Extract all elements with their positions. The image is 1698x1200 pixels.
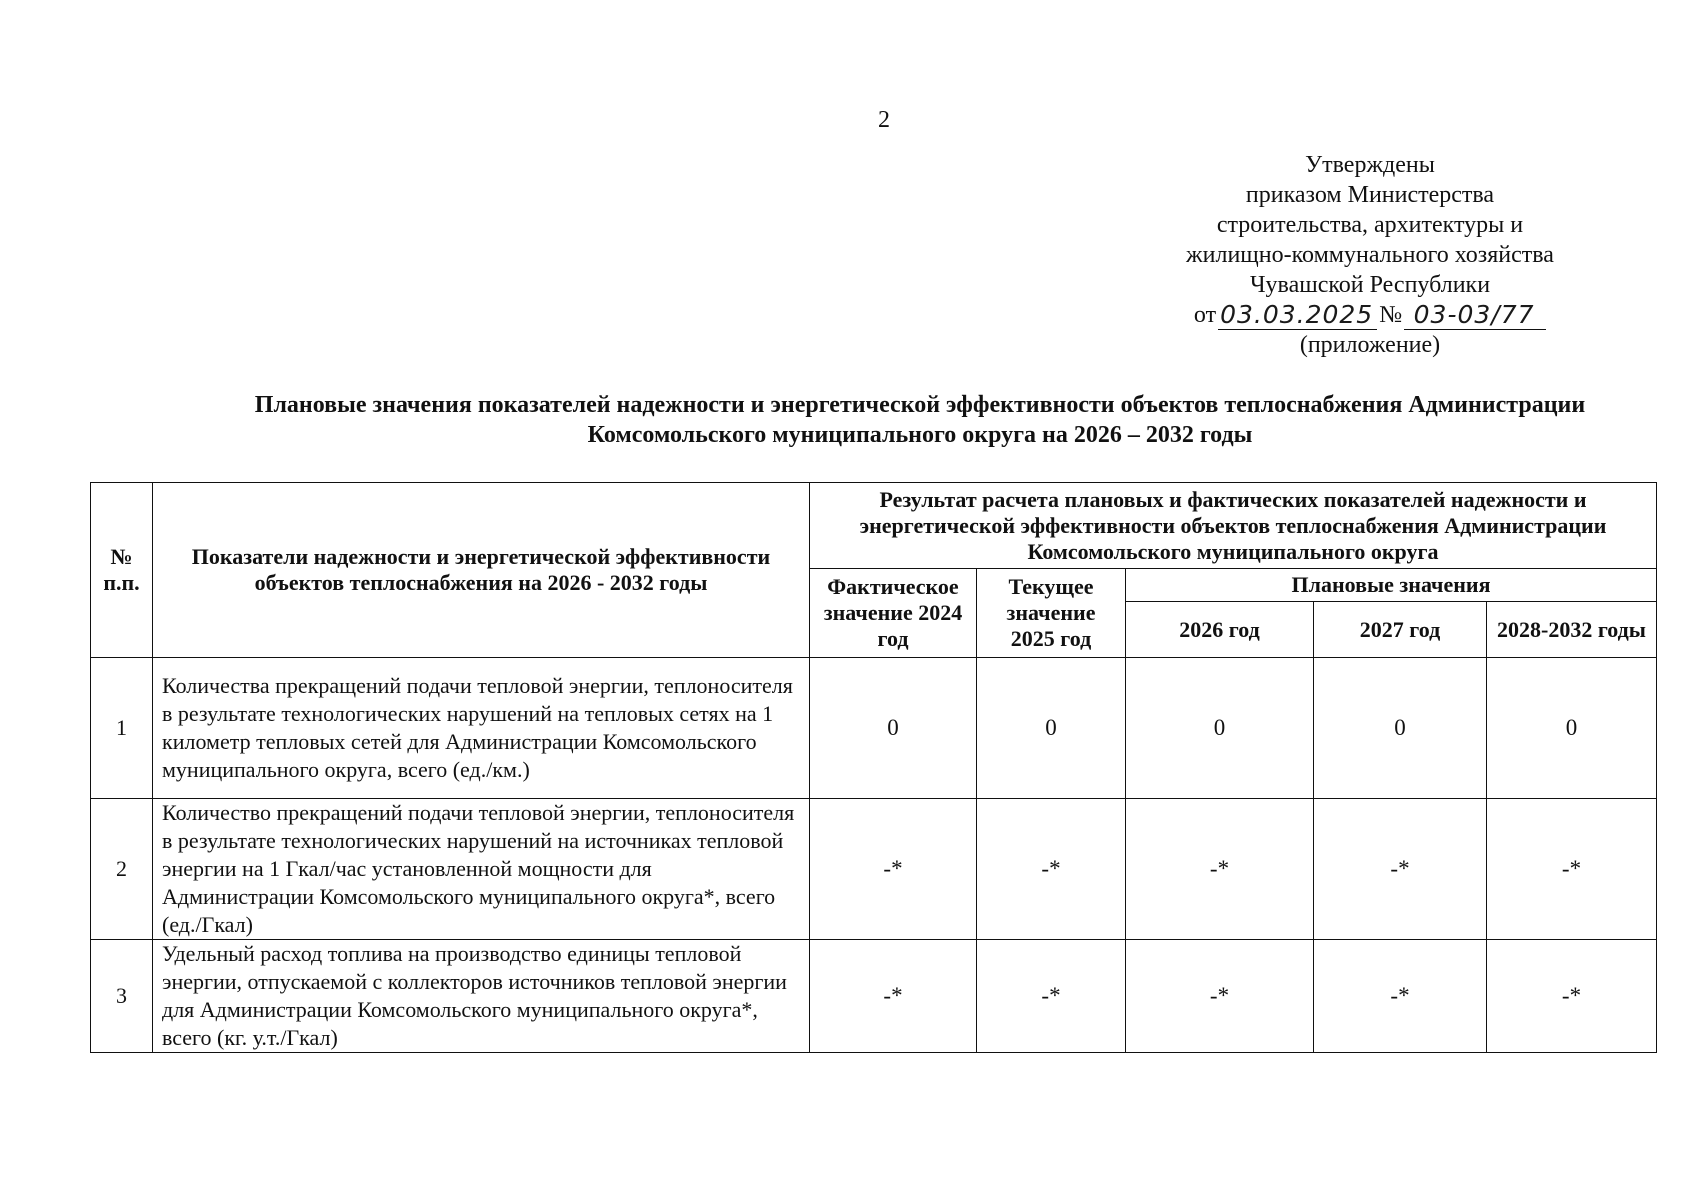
appendix-note: (приложение) — [1299, 332, 1441, 358]
approval-line: жилищно-коммунального хозяйства — [1186, 242, 1554, 268]
number-prefix: № — [1379, 302, 1403, 328]
approval-line: Утверждены — [1305, 152, 1435, 178]
table-row — [91, 940, 1657, 1053]
handwritten-order-number: 03-03/77 — [1404, 301, 1546, 330]
value-actual-2024: 0 — [810, 658, 977, 799]
approval-line: строительства, архитектуры и — [1216, 212, 1524, 238]
value-plan-2027: -* — [1314, 799, 1487, 940]
row-number: 1 — [91, 658, 153, 799]
value-actual-2024: -* — [810, 940, 977, 1053]
header-current-2025: Текущее значение 2025 год — [977, 569, 1126, 658]
table-row — [91, 658, 1657, 799]
header-result-group: Результат расчета плановых и фактических показателей надежности и энергетической эффективности объектов теплоснабжения Администрации Комсомольского муниципального округа — [810, 483, 1657, 569]
order-reference — [1120, 300, 1620, 330]
header-number: № п.п. — [91, 483, 153, 658]
header-2027: 2027 год — [1314, 602, 1487, 658]
header-2026: 2026 год — [1126, 602, 1314, 658]
value-current-2025: -* — [977, 799, 1126, 940]
row-number: 3 — [91, 940, 153, 1053]
header-row — [91, 483, 1657, 569]
indicator-description: Удельный расход топлива на производство единицы тепловой энергии, отпускаемой с коллекторов источников тепловой энергии для Администрации Комсомольского муниципального округа*, всего (кг. у.т./Гкал) — [153, 940, 810, 1053]
approval-line: Чувашской Республики — [1249, 272, 1491, 298]
value-actual-2024: -* — [810, 799, 977, 940]
date-prefix: от — [1193, 302, 1217, 328]
indicator-description: Количество прекращений подачи тепловой энергии, теплоносителя в результате технологических нарушений на источниках тепловой энергии на 1 Гкал/час установленной мощности для Администрации Комсомольского муниципального округа*, всего (ед./Гкал) — [153, 799, 810, 940]
document-title-line-2: Комсомольского муниципального округа на 2026 – 2032 годы — [587, 422, 1253, 448]
value-plan-2026: 0 — [1126, 658, 1314, 799]
indicators-table — [90, 482, 1657, 1053]
value-plan-2026: -* — [1126, 799, 1314, 940]
table-row — [91, 799, 1657, 940]
handwritten-order-date: 03.03.2025 — [1218, 301, 1377, 330]
approval-block — [1120, 150, 1620, 360]
value-plan-2027: -* — [1314, 940, 1487, 1053]
page-number: 2 — [878, 107, 890, 133]
value-plan-2027: 0 — [1314, 658, 1487, 799]
row-number: 2 — [91, 799, 153, 940]
header-2028-2032: 2028-2032 годы — [1487, 602, 1657, 658]
document-title-line-1: Плановые значения показателей надежности и энергетической эффективности объектов теплоснабжения Администрации — [254, 392, 1586, 418]
indicator-description: Количества прекращений подачи тепловой энергии, теплоносителя в результате технологических нарушений на тепловых сетях на 1 километр тепловых сетей для Администрации Комсомольского муниципального округа, всего (ед./км.) — [153, 658, 810, 799]
header-planned-group: Плановые значения — [1126, 569, 1657, 602]
value-plan-2028-2032: 0 — [1487, 658, 1657, 799]
approval-line: приказом Министерства — [1245, 182, 1495, 208]
value-plan-2026: -* — [1126, 940, 1314, 1053]
value-plan-2028-2032: -* — [1487, 799, 1657, 940]
value-current-2025: -* — [977, 940, 1126, 1053]
value-current-2025: 0 — [977, 658, 1126, 799]
header-indicator: Показатели надежности и энергетической эффективности объектов теплоснабжения на 2026 - 2032 годы — [153, 483, 810, 658]
header-actual-2024: Фактическое значение 2024 год — [810, 569, 977, 658]
value-plan-2028-2032: -* — [1487, 940, 1657, 1053]
document-title — [170, 390, 1670, 450]
